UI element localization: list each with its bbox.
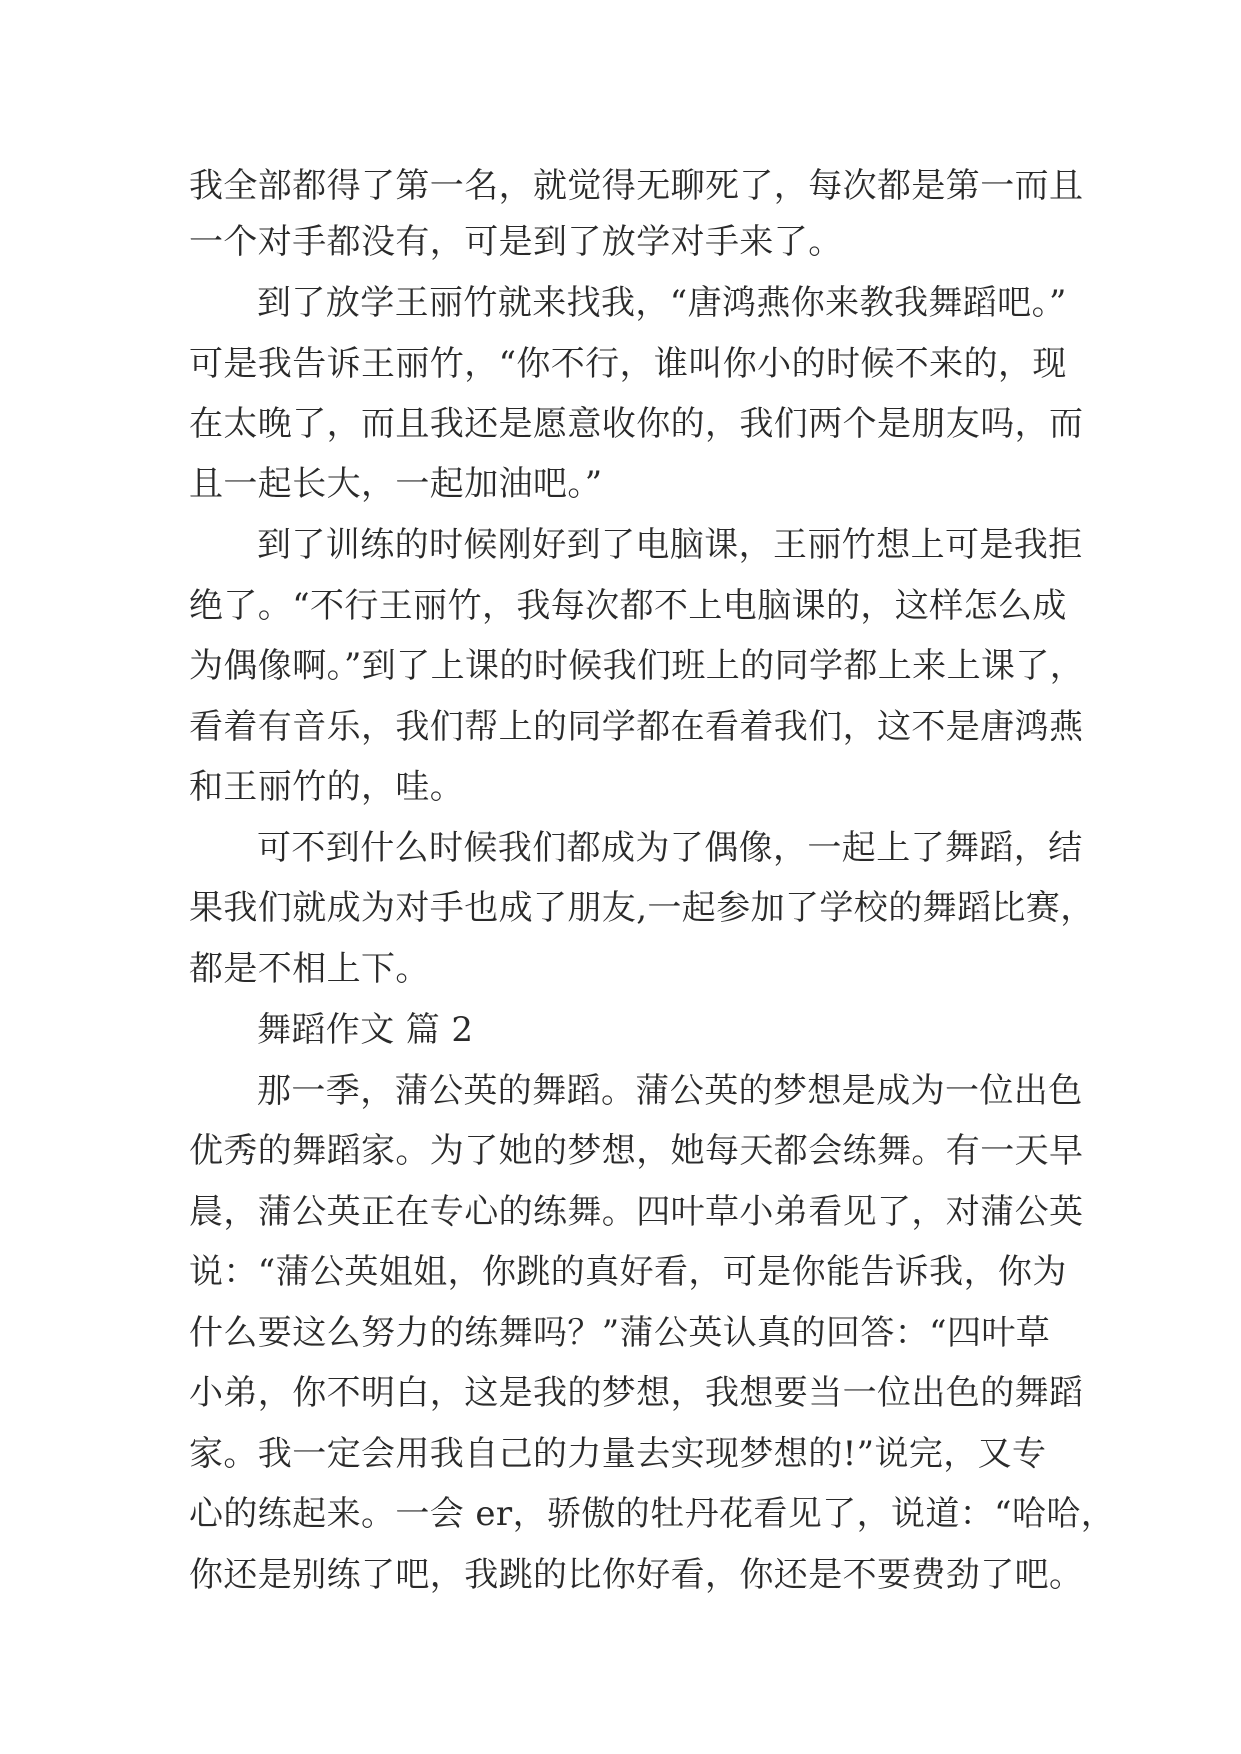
text-line: 说：“蒲公英姐姐，你跳的真好看，可是你能告诉我，你为 <box>189 1252 1067 1292</box>
text-line: 都是不相上下。 <box>189 949 430 989</box>
text-line: 小弟，你不明白，这是我的梦想，我想要当一位出色的舞蹈 <box>189 1373 1084 1413</box>
text-line: 一个对手都没有，可是到了放学对手来了。 <box>189 222 843 262</box>
text-line: 绝了。“不行王丽竹，我每次都不上电脑课的，这样怎么成 <box>189 586 1067 626</box>
text-line: 心的练起来。一会 er，骄傲的牡丹花看见了，说道：“哈哈， <box>189 1494 1116 1534</box>
text-line: 那一季，蒲公英的舞蹈。蒲公英的梦想是成为一位出色 <box>257 1071 1083 1111</box>
text-line: 可是我告诉王丽竹，“你不行，谁叫你小的时候不来的，现 <box>189 344 1067 384</box>
text-line: 你还是别练了吧，我跳的比你好看，你还是不要费劲了吧。 <box>189 1555 1084 1595</box>
text-line: 看着有音乐，我们帮上的同学都在看着我们，这不是唐鸿燕 <box>189 707 1084 747</box>
text-line: 家。我一定会用我自己的力量去实现梦想的!”说完，又专 <box>189 1434 1047 1474</box>
section-heading: 舞蹈作文 篇 2 <box>257 1010 474 1050</box>
text-line: 在太晚了，而且我还是愿意收你的，我们两个是朋友吗，而 <box>189 404 1084 444</box>
text-line: 什么要这么努力的练舞吗？”蒲公英认真的回答：“四叶草 <box>189 1313 1051 1353</box>
text-line: 和王丽竹的，哇。 <box>189 767 465 807</box>
text-line: 为偶像啊。”到了上课的时候我们班上的同学都上来上课了， <box>189 646 1085 686</box>
text-line: 优秀的舞蹈家。为了她的梦想，她每天都会练舞。有一天早 <box>189 1131 1084 1171</box>
text-line: 可不到什么时候我们都成为了偶像，一起上了舞蹈，结 <box>257 828 1083 868</box>
text-line: 到了放学王丽竹就来找我，“唐鸿燕你来教我舞蹈吧。” <box>257 283 1067 323</box>
text-line: 果我们就成为对手也成了朋友,一起参加了学校的舞蹈比赛， <box>189 888 1095 928</box>
text-line: 且一起长大，一起加油吧。” <box>189 464 603 504</box>
text-line: 我全部都得了第一名，就觉得无聊死了，每次都是第一而且 <box>189 166 1084 206</box>
text-line: 到了训练的时候刚好到了电脑课，王丽竹想上可是我拒 <box>257 525 1083 565</box>
text-line: 晨，蒲公英正在专心的练舞。四叶草小弟看见了，对蒲公英 <box>189 1192 1084 1232</box>
